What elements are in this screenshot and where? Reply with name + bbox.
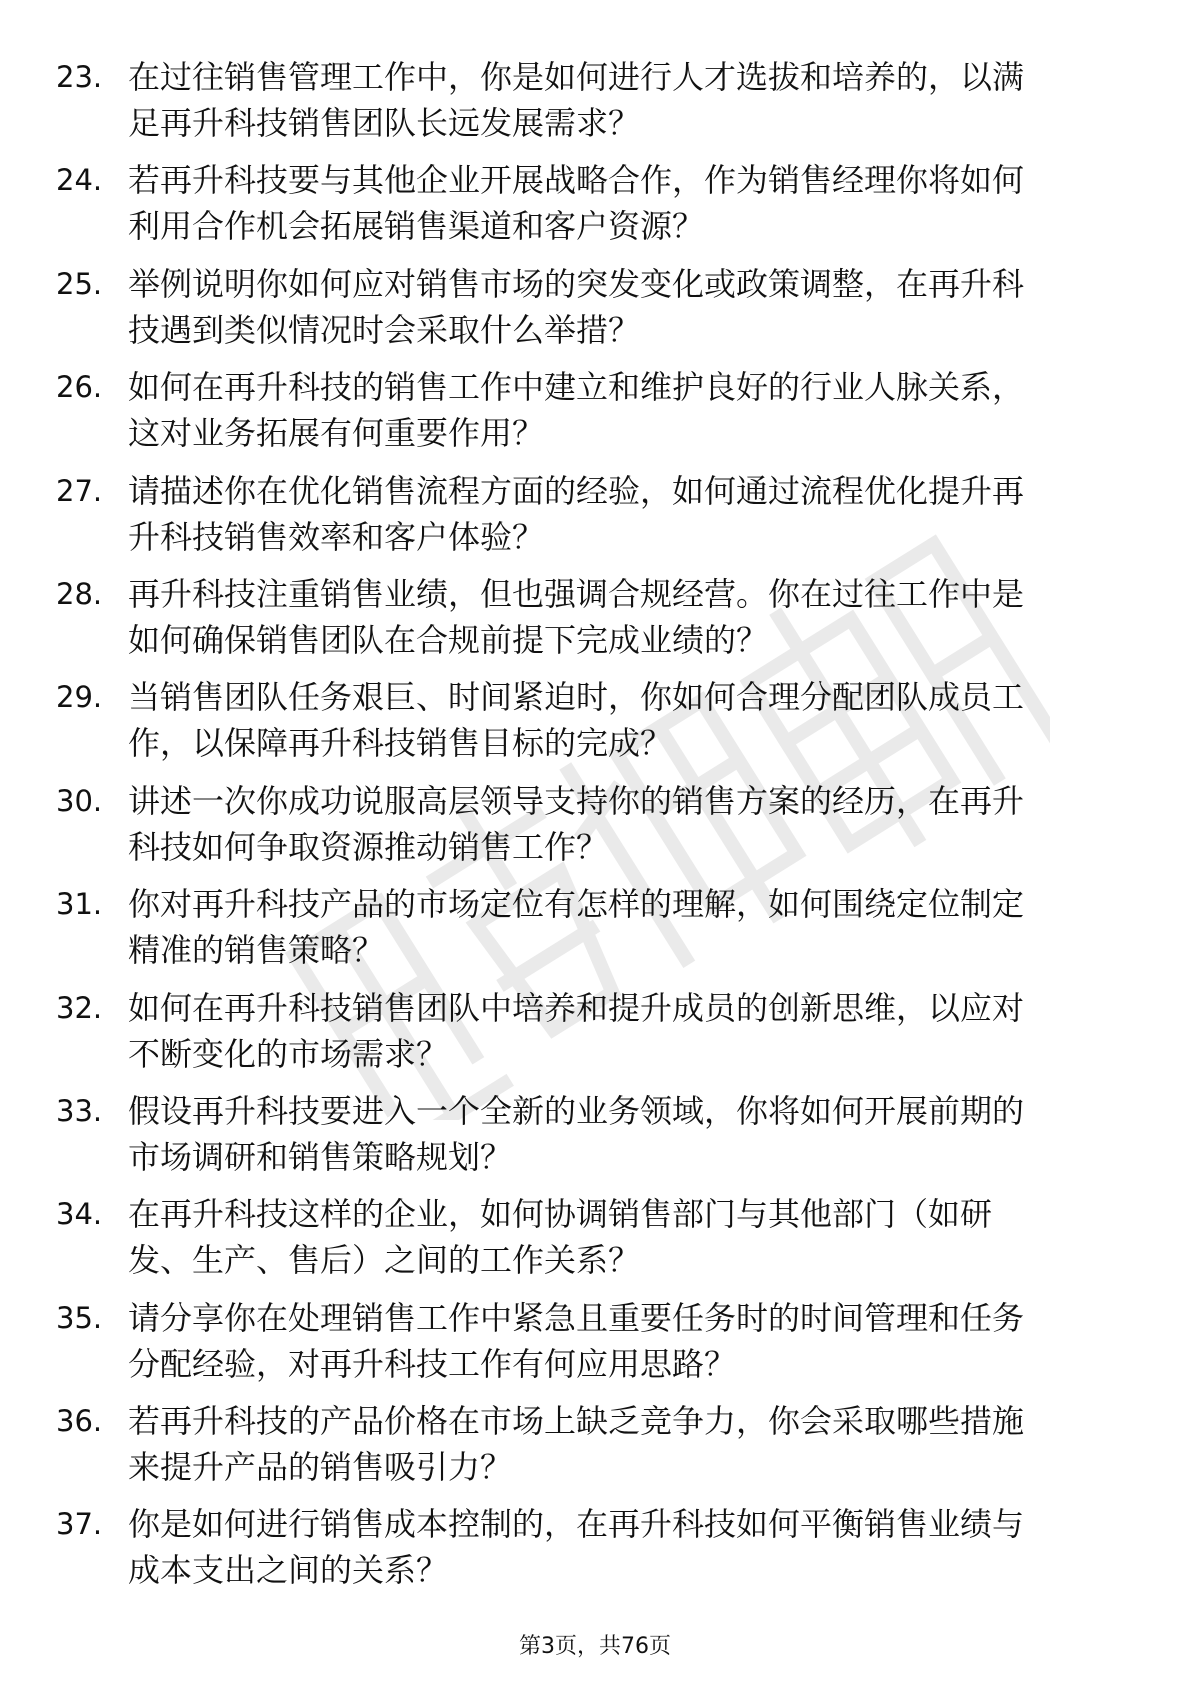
question-number: 31. <box>56 887 103 922</box>
question-line: 精准的销售策略？ <box>128 931 385 970</box>
question-item <box>0 1499 1190 1602</box>
question-item <box>0 52 1190 155</box>
question-line: 请分享你在处理销售工作中紧急且重要任务时的时间管理和任务 <box>128 1298 1025 1337</box>
question-line: 在过往销售管理工作中，你是如何进行人才选拔和培养的，以满 <box>128 58 1025 96</box>
question-item <box>0 1189 1190 1292</box>
question-item <box>0 879 1190 982</box>
page-footer <box>0 1632 1190 1662</box>
question-line: 若再升科技的产品价格在市场上缺乏竞争力，你会采取哪些措施 <box>128 1402 1025 1441</box>
question-text <box>128 1191 1108 1283</box>
question-text <box>128 571 1108 663</box>
question-number: 28. <box>56 576 103 611</box>
question-line: 如何确保销售团队在合规前提下完成业绩的？ <box>128 620 769 659</box>
question-item <box>0 1293 1190 1396</box>
question-line: 请描述你在优化销售流程方面的经验，如何通过流程优化提升再 <box>128 471 1025 510</box>
question-line: 利用合作机会拓展销售渠道和客户资源？ <box>128 207 705 246</box>
question-line: 不断变化的市场需求？ <box>128 1034 449 1073</box>
question-text <box>128 1295 1108 1387</box>
question-line: 市场调研和销售策略规划？ <box>128 1137 513 1176</box>
question-text <box>128 985 1108 1077</box>
question-text <box>128 364 1108 456</box>
question-line: 举例说明你如何应对销售市场的突发变化或政策调整，在再升科 <box>128 264 1025 303</box>
question-item <box>0 466 1190 569</box>
question-line: 成本支出之间的关系？ <box>128 1551 449 1590</box>
question-number: 30. <box>56 783 103 818</box>
question-line: 足再升科技销售团队长远发展需求？ <box>128 104 641 142</box>
question-text <box>128 468 1108 560</box>
question-line: 在再升科技这样的企业，如何协调销售部门与其他部门（如研 <box>128 1195 993 1234</box>
question-item <box>0 155 1190 258</box>
question-line: 分配经验，对再升科技工作有何应用思路？ <box>128 1344 737 1383</box>
question-item <box>0 776 1190 879</box>
question-line: 升科技销售效率和客户体验？ <box>128 517 545 556</box>
question-line: 讲述一次你成功说服高层领导支持你的销售方案的经历，在再升 <box>128 781 1025 820</box>
question-line: 你对再升科技产品的市场定位有怎样的理解，如何围绕定位制定 <box>128 885 1025 924</box>
question-number: 29. <box>56 680 103 715</box>
question-number: 33. <box>56 1093 103 1128</box>
question-line: 再升科技注重销售业绩，但也强调合规经营。你在过往工作中是 <box>128 574 1025 613</box>
question-item <box>0 983 1190 1086</box>
question-item <box>0 362 1190 465</box>
question-line: 科技如何争取资源推动销售工作？ <box>128 827 609 866</box>
question-number: 26. <box>56 370 103 405</box>
question-text <box>128 778 1108 870</box>
question-text <box>128 1398 1108 1490</box>
question-line: 如何在再升科技的销售工作中建立和维护良好的行业人脉关系， <box>128 368 1025 407</box>
question-line: 你是如何进行销售成本控制的，在再升科技如何平衡销售业绩与 <box>128 1505 1025 1544</box>
question-number: 36. <box>56 1404 103 1439</box>
question-item <box>0 1396 1190 1499</box>
question-item <box>0 1086 1190 1189</box>
question-number: 23. <box>56 60 103 94</box>
question-text <box>128 261 1108 353</box>
question-line: 技遇到类似情况时会采取什么举措？ <box>128 310 641 349</box>
question-number: 35. <box>56 1300 103 1335</box>
question-item <box>0 569 1190 672</box>
question-text <box>128 674 1108 766</box>
question-text <box>128 1501 1108 1593</box>
question-line: 来提升产品的销售吸引力？ <box>128 1448 513 1487</box>
question-item <box>0 259 1190 362</box>
question-list <box>0 52 1190 1603</box>
page-number-label: 第3页，共76页 <box>519 1634 671 1659</box>
question-item <box>0 672 1190 775</box>
question-line: 这对业务拓展有何重要作用？ <box>128 414 545 453</box>
question-text <box>128 1088 1108 1180</box>
question-line: 当销售团队任务艰巨、时间紧迫时，你如何合理分配团队成员工 <box>128 678 1025 717</box>
question-number: 32. <box>56 990 103 1025</box>
question-number: 34. <box>56 1197 103 1232</box>
question-line: 假设再升科技要进入一个全新的业务领域，你将如何开展前期的 <box>128 1091 1025 1130</box>
question-line: 发、生产、售后）之间的工作关系？ <box>128 1241 641 1280</box>
question-line: 如何在再升科技销售团队中培养和提升成员的创新思维，以应对 <box>128 988 1025 1027</box>
question-number: 24. <box>56 163 103 198</box>
question-text <box>128 157 1108 249</box>
question-line: 作，以保障再升科技销售目标的完成？ <box>128 724 673 763</box>
question-number: 25. <box>56 266 103 301</box>
question-text <box>128 881 1108 973</box>
question-line: 若再升科技要与其他企业开展战略合作，作为销售经理你将如何 <box>128 161 1025 200</box>
question-text <box>128 54 1108 146</box>
question-number: 27. <box>56 473 103 508</box>
question-number: 37. <box>56 1507 103 1542</box>
